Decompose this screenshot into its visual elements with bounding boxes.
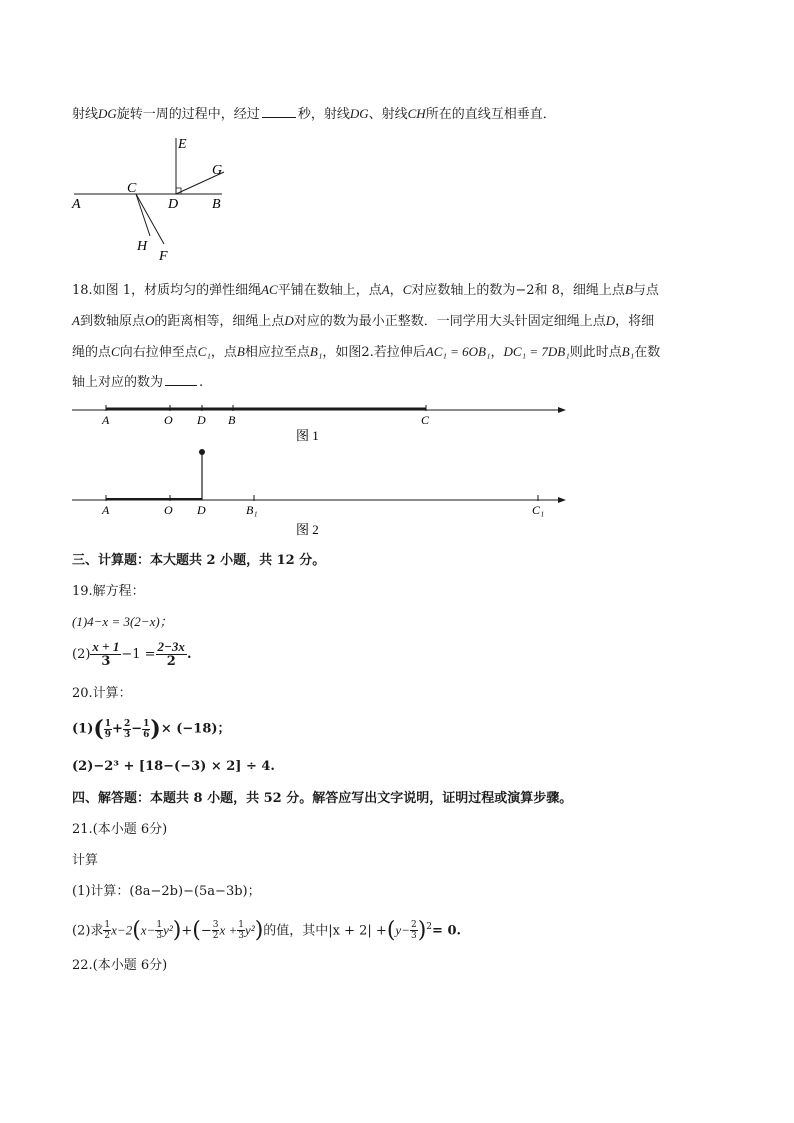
q21-title: 21.(本小题 6分) <box>72 822 168 837</box>
figure-q17 <box>66 132 246 264</box>
fraction: $\frac{1}{3}$ <box>156 920 163 942</box>
q22-title: 22.(本小题 6分) <box>72 958 168 973</box>
q19-title: 19.解方程： <box>72 584 145 599</box>
label-h: H <box>137 239 148 254</box>
q18-line-3: 绳的点C向右拉伸至点C₁，点B相应拉至点B₁，如图2.若拉伸后AC₁ = 6OB₁，DC₁ = 7DB₁则此时点B₁在数 <box>72 344 661 360</box>
fraction: $\frac{1}{2}$ <box>104 920 111 942</box>
q20-title: 20.计算： <box>72 686 132 701</box>
q18-line-4: 轴上对应的数为 . <box>72 375 204 390</box>
label-d: D <box>197 503 206 517</box>
answer-blank-18[interactable] <box>165 373 197 386</box>
q21-part-2: (2)求 $\frac{1}{2}$ x−2(x− $\frac{1}{3}$ y²)+(− $\frac{3}{2}$ x + $\frac{1}{3}$ y²)的值，其中|x + 2| +(y− $\frac{2}{3}$ )$^2$= 0. <box>72 917 462 943</box>
fraction: $\frac{1}{9}$ <box>104 718 112 740</box>
q19-part-1: (1)4−x = 3(2−x)； <box>72 614 173 629</box>
label-c: C <box>127 181 137 196</box>
q20-part-1: (1)( $\frac{1}{9}$ + $\frac{2}{3}$ − $\frac{1}{6}$ )× (−18)； <box>72 716 231 742</box>
q18-line-2: A到数轴原点O的距离相等，细绳上点D对应的数为最小正整数．一同学用大头针固定细绳上点D，将细 <box>72 313 655 329</box>
fraction: $\frac{x + 1}{3}$ <box>92 639 120 669</box>
label-c1: C₁ <box>532 503 545 517</box>
label-d: D <box>197 413 206 427</box>
label-o: O <box>164 503 173 517</box>
answer-blank-17[interactable] <box>262 105 296 118</box>
fraction: $\frac{2-3x}{2}$ <box>157 639 185 669</box>
label-f: F <box>159 249 168 264</box>
label-c: C <box>421 413 430 427</box>
label-b1: B₁ <box>246 503 258 517</box>
fraction: $\frac{2}{3}$ <box>410 920 417 942</box>
figure-2-caption: 图 2 <box>296 522 319 537</box>
label-a: A <box>72 197 81 212</box>
q18-line-1: 18.如图 1，材质均匀的弹性细绳AC平铺在数轴上，点A，C对应数轴上的数为−2和 8，细绳上点B与点 <box>72 282 659 298</box>
fraction: $\frac{2}{3}$ <box>123 718 131 740</box>
q17-text: 射线DG旋转一周的过程中，经过 秒，射线DG、射线CH所在的直线互相垂直． <box>72 106 556 122</box>
fraction: $\frac{3}{2}$ <box>212 920 219 942</box>
label-a: A <box>102 503 110 517</box>
q21-subtitle: 计算 <box>72 853 99 868</box>
q21-part-1: (1)计算：(8a−2b)−(5a−3b)； <box>72 884 261 899</box>
label-b: B <box>212 197 221 212</box>
label-g: G <box>212 163 223 178</box>
label-b: B <box>228 413 236 427</box>
fraction: $\frac{1}{3}$ <box>238 920 245 942</box>
axis-2-arrow <box>558 497 566 503</box>
label-o: O <box>164 413 173 427</box>
fraction: $\frac{1}{6}$ <box>143 718 150 740</box>
label-a: A <box>102 413 110 427</box>
section-4-heading: 四、解答题：本题共 8 小题，共 52 分。解答应写出文字说明，证明过程或演算步骤。 <box>72 791 573 806</box>
axis-1-arrow <box>558 407 566 413</box>
label-e: E <box>178 137 187 152</box>
pin-head <box>199 449 205 455</box>
q20-part-2: (2)−2³ + [18−(−3) × 2] ÷ 4. <box>72 759 275 774</box>
figure-1-caption: 图 1 <box>296 428 319 443</box>
ray-cf <box>136 194 164 244</box>
figure-1-number-line <box>66 398 576 446</box>
label-d: D <box>168 197 179 212</box>
figure-2-number-line <box>66 444 576 540</box>
section-3-heading: 三、计算题：本大题共 2 小题，共 12 分。 <box>72 553 326 568</box>
q19-part-2: (2) $\frac{x + 1}{3}$ −1 = $\frac{2-3x}{2}$ . <box>72 639 192 669</box>
